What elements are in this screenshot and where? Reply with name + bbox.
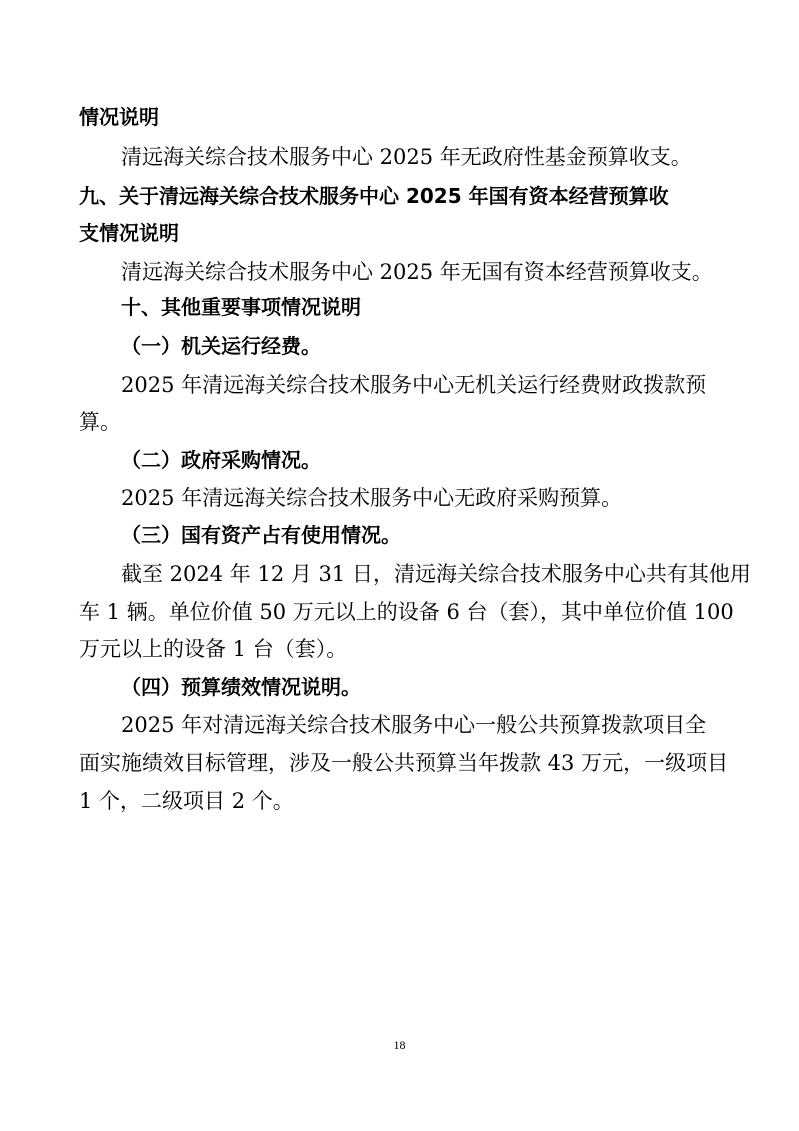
subheading-performance: （四）预算绩效情况说明。 xyxy=(121,675,361,699)
paragraph-performance-line-3: 1 个，二级项目 2 个。 xyxy=(79,789,294,813)
heading-section-ten: 十、其他重要事项情况说明 xyxy=(121,295,361,319)
paragraph-state-assets-line-3: 万元以上的设备 1 台（套）。 xyxy=(79,637,348,661)
heading-continuation: 情况说明 xyxy=(79,105,159,129)
paragraph-government-fund: 清远海关综合技术服务中心 2025 年无政府性基金预算收支。 xyxy=(121,145,692,169)
page-number: 18 xyxy=(393,1038,406,1052)
paragraph-performance-line-2: 面实施绩效目标管理，涉及一般公共预算当年拨款 43 万元，一级项目 xyxy=(79,751,729,775)
subheading-operating-expenses: （一）机关运行经费。 xyxy=(121,334,321,358)
heading-section-nine: 九、关于清远海关综合技术服务中心 2025 年国有资本经营预算收 xyxy=(79,184,669,208)
paragraph-operating-expenses: 2025 年清远海关综合技术服务中心无机关运行经费财政拨款预 xyxy=(121,373,707,397)
paragraph-state-capital: 清远海关综合技术服务中心 2025 年无国有资本经营预算收支。 xyxy=(121,260,713,284)
paragraph-performance: 2025 年对清远海关综合技术服务中心一般公共预算拨款项目全 xyxy=(121,713,707,737)
heading-section-nine-continuation: 支情况说明 xyxy=(79,221,179,245)
paragraph-state-assets: 截至 2024 年 12 月 31 日，清远海关综合技术服务中心共有其他用 xyxy=(121,562,751,586)
paragraph-procurement: 2025 年清远海关综合技术服务中心无政府采购预算。 xyxy=(121,486,623,510)
paragraph-state-assets-line-2: 车 1 辆。单位价值 50 万元以上的设备 6 台（套），其中单位价值 100 xyxy=(79,600,734,624)
paragraph-operating-expenses-continuation: 算。 xyxy=(79,410,121,434)
subheading-state-assets: （三）国有资产占有使用情况。 xyxy=(121,523,401,547)
subheading-procurement: （二）政府采购情况。 xyxy=(121,448,321,472)
